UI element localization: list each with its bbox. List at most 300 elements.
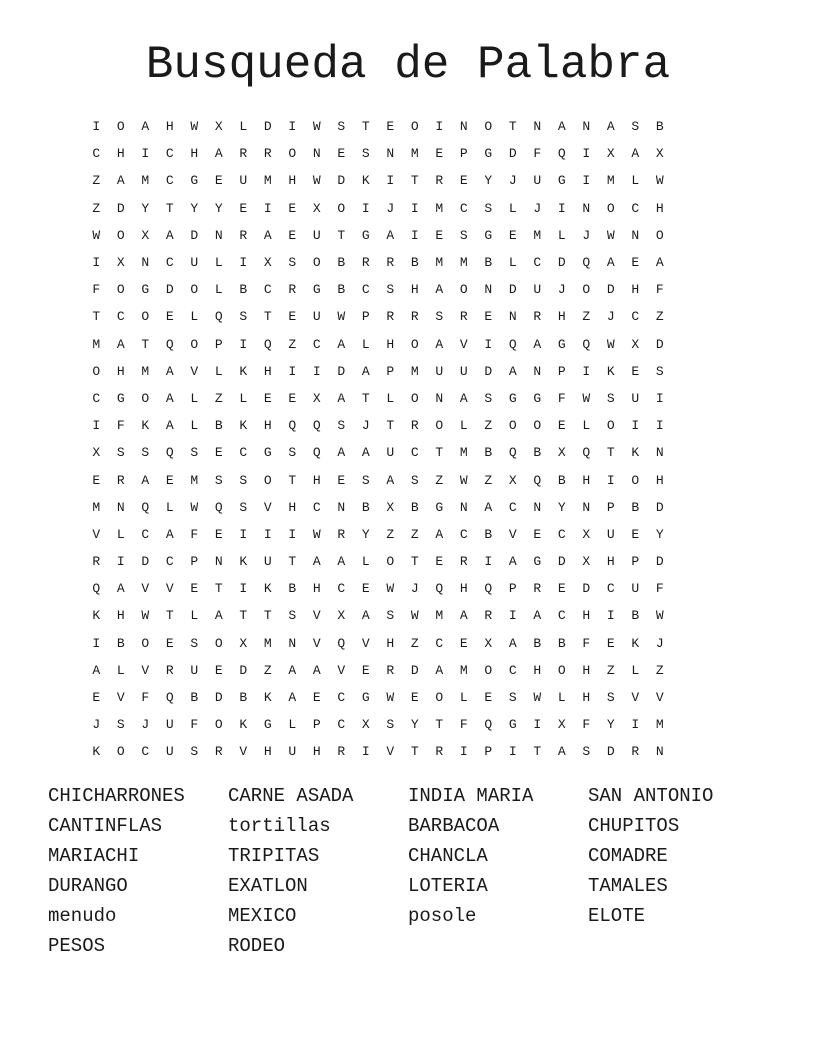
grid-letter[interactable]: B [484, 255, 493, 271]
grid-letter[interactable]: X [312, 200, 321, 216]
grid-letter[interactable]: G [263, 445, 272, 461]
grid-letter[interactable]: Y [655, 526, 664, 542]
grid-letter[interactable]: E [606, 635, 615, 651]
grid-letter[interactable]: G [361, 690, 370, 706]
grid-letter[interactable]: J [386, 200, 395, 216]
grid-letter[interactable]: I [435, 119, 444, 135]
grid-letter[interactable]: U [631, 581, 640, 597]
grid-letter[interactable]: O [141, 635, 150, 651]
grid-letter[interactable]: Q [288, 418, 297, 434]
grid-letter[interactable]: A [435, 526, 444, 542]
grid-letter[interactable]: T [263, 309, 272, 325]
grid-letter[interactable]: Q [582, 255, 591, 271]
grid-letter[interactable]: Z [582, 309, 591, 325]
grid-letter[interactable]: Z [386, 526, 395, 542]
grid-letter[interactable]: P [508, 581, 517, 597]
grid-letter[interactable]: A [386, 227, 395, 243]
grid-letter[interactable]: W [190, 119, 199, 135]
grid-letter[interactable]: X [557, 445, 566, 461]
grid-letter[interactable]: A [508, 635, 517, 651]
grid-letter[interactable]: N [533, 499, 542, 515]
grid-letter[interactable]: Z [288, 336, 297, 352]
grid-letter[interactable]: L [459, 418, 468, 434]
grid-letter[interactable]: E [435, 227, 444, 243]
grid-letter[interactable]: Q [141, 499, 150, 515]
grid-letter[interactable]: C [533, 255, 542, 271]
grid-letter[interactable]: A [288, 690, 297, 706]
grid-letter[interactable]: R [386, 662, 395, 678]
grid-letter[interactable]: T [263, 608, 272, 624]
grid-letter[interactable]: E [190, 581, 199, 597]
grid-letter[interactable]: W [312, 119, 321, 135]
grid-letter[interactable]: I [582, 173, 591, 189]
grid-letter[interactable]: O [508, 418, 517, 434]
grid-letter[interactable]: H [606, 554, 615, 570]
grid-letter[interactable]: I [386, 173, 395, 189]
grid-letter[interactable]: E [337, 146, 346, 162]
grid-letter[interactable]: D [337, 173, 346, 189]
grid-letter[interactable]: Z [410, 526, 419, 542]
grid-letter[interactable]: L [190, 309, 199, 325]
grid-letter[interactable]: T [410, 554, 419, 570]
grid-letter[interactable]: A [606, 119, 615, 135]
grid-letter[interactable]: M [655, 717, 664, 733]
grid-letter[interactable]: X [655, 146, 664, 162]
grid-letter[interactable]: K [92, 608, 101, 624]
grid-letter[interactable]: Q [508, 336, 517, 352]
grid-letter[interactable]: C [116, 309, 125, 325]
grid-letter[interactable]: E [631, 363, 640, 379]
grid-letter[interactable]: Z [484, 472, 493, 488]
grid-letter[interactable]: J [606, 309, 615, 325]
grid-letter[interactable]: K [239, 363, 248, 379]
grid-letter[interactable]: A [165, 526, 174, 542]
grid-letter[interactable]: S [214, 472, 223, 488]
grid-letter[interactable]: S [116, 717, 125, 733]
grid-letter[interactable]: K [239, 554, 248, 570]
grid-letter[interactable]: H [557, 309, 566, 325]
grid-letter[interactable]: Y [484, 173, 493, 189]
grid-letter[interactable]: Q [165, 690, 174, 706]
grid-letter[interactable]: V [337, 662, 346, 678]
grid-letter[interactable]: C [239, 445, 248, 461]
grid-letter[interactable]: B [655, 119, 664, 135]
grid-letter[interactable]: J [582, 227, 591, 243]
grid-letter[interactable]: O [116, 744, 125, 760]
grid-letter[interactable]: P [631, 554, 640, 570]
grid-letter[interactable]: C [361, 282, 370, 298]
grid-letter[interactable]: B [288, 581, 297, 597]
grid-letter[interactable]: E [214, 445, 223, 461]
grid-letter[interactable]: J [141, 717, 150, 733]
grid-letter[interactable]: D [116, 200, 125, 216]
grid-letter[interactable]: M [410, 363, 419, 379]
grid-letter[interactable]: O [410, 390, 419, 406]
grid-letter[interactable]: H [263, 744, 272, 760]
grid-letter[interactable]: C [92, 146, 101, 162]
grid-letter[interactable]: I [239, 581, 248, 597]
grid-letter[interactable]: H [582, 662, 591, 678]
grid-letter[interactable]: L [116, 526, 125, 542]
grid-letter[interactable]: S [631, 119, 640, 135]
grid-letter[interactable]: Y [190, 200, 199, 216]
grid-letter[interactable]: P [459, 146, 468, 162]
grid-letter[interactable]: C [92, 390, 101, 406]
grid-letter[interactable]: D [263, 119, 272, 135]
grid-letter[interactable]: X [239, 635, 248, 651]
grid-letter[interactable]: S [288, 255, 297, 271]
grid-letter[interactable]: Q [312, 445, 321, 461]
grid-letter[interactable]: R [459, 554, 468, 570]
grid-letter[interactable]: L [116, 662, 125, 678]
grid-letter[interactable]: Y [141, 200, 150, 216]
grid-letter[interactable]: C [337, 581, 346, 597]
grid-letter[interactable]: V [386, 744, 395, 760]
grid-letter[interactable]: R [410, 418, 419, 434]
grid-letter[interactable]: S [288, 608, 297, 624]
grid-letter[interactable]: F [533, 146, 542, 162]
grid-letter[interactable]: W [410, 608, 419, 624]
grid-letter[interactable]: K [263, 581, 272, 597]
grid-letter[interactable]: G [263, 717, 272, 733]
grid-letter[interactable]: I [263, 526, 272, 542]
grid-letter[interactable]: B [557, 472, 566, 488]
grid-letter[interactable]: Z [435, 472, 444, 488]
grid-letter[interactable]: H [582, 690, 591, 706]
grid-letter[interactable]: H [410, 282, 419, 298]
grid-letter[interactable]: S [190, 445, 199, 461]
grid-letter[interactable]: Q [165, 336, 174, 352]
grid-letter[interactable]: G [484, 227, 493, 243]
grid-letter[interactable]: M [533, 227, 542, 243]
grid-letter[interactable]: T [239, 608, 248, 624]
grid-letter[interactable]: O [606, 418, 615, 434]
grid-letter[interactable]: E [312, 690, 321, 706]
grid-letter[interactable]: A [361, 608, 370, 624]
grid-letter[interactable]: U [288, 744, 297, 760]
grid-letter[interactable]: T [606, 445, 615, 461]
grid-letter[interactable]: L [214, 282, 223, 298]
grid-letter[interactable]: I [239, 336, 248, 352]
grid-letter[interactable]: A [337, 445, 346, 461]
grid-letter[interactable]: I [484, 554, 493, 570]
grid-letter[interactable]: W [92, 227, 101, 243]
grid-letter[interactable]: Z [92, 200, 101, 216]
grid-letter[interactable]: V [631, 690, 640, 706]
grid-letter[interactable]: H [116, 146, 125, 162]
grid-letter[interactable]: J [533, 200, 542, 216]
grid-letter[interactable]: O [190, 282, 199, 298]
grid-letter[interactable]: U [459, 363, 468, 379]
grid-letter[interactable]: U [631, 390, 640, 406]
grid-letter[interactable]: I [606, 608, 615, 624]
grid-letter[interactable]: P [606, 499, 615, 515]
grid-letter[interactable]: S [190, 744, 199, 760]
grid-letter[interactable]: R [92, 554, 101, 570]
grid-letter[interactable]: O [214, 717, 223, 733]
grid-letter[interactable]: X [606, 146, 615, 162]
grid-letter[interactable]: D [337, 363, 346, 379]
grid-letter[interactable]: R [533, 309, 542, 325]
grid-letter[interactable]: S [190, 635, 199, 651]
grid-letter[interactable]: V [459, 336, 468, 352]
grid-letter[interactable]: C [459, 526, 468, 542]
grid-letter[interactable]: R [386, 309, 395, 325]
grid-letter[interactable]: R [116, 472, 125, 488]
grid-letter[interactable]: C [435, 635, 444, 651]
grid-letter[interactable]: V [190, 363, 199, 379]
grid-letter[interactable]: W [606, 227, 615, 243]
grid-letter[interactable]: I [655, 390, 664, 406]
grid-letter[interactable]: D [508, 146, 517, 162]
grid-letter[interactable]: U [606, 526, 615, 542]
grid-letter[interactable]: E [214, 526, 223, 542]
grid-letter[interactable]: L [190, 608, 199, 624]
grid-letter[interactable]: W [141, 608, 150, 624]
grid-letter[interactable]: J [508, 173, 517, 189]
grid-letter[interactable]: A [141, 472, 150, 488]
grid-letter[interactable]: X [582, 554, 591, 570]
grid-letter[interactable]: L [214, 255, 223, 271]
grid-letter[interactable]: I [92, 635, 101, 651]
grid-letter[interactable]: X [312, 390, 321, 406]
grid-letter[interactable]: A [337, 554, 346, 570]
grid-letter[interactable]: H [582, 472, 591, 488]
grid-letter[interactable]: O [582, 282, 591, 298]
grid-letter[interactable]: O [410, 336, 419, 352]
grid-letter[interactable]: E [435, 554, 444, 570]
grid-letter[interactable]: L [582, 418, 591, 434]
grid-letter[interactable]: L [386, 390, 395, 406]
grid-letter[interactable]: Q [484, 581, 493, 597]
grid-letter[interactable]: B [116, 635, 125, 651]
grid-letter[interactable]: N [312, 146, 321, 162]
grid-letter[interactable]: R [484, 608, 493, 624]
grid-letter[interactable]: Z [606, 662, 615, 678]
grid-letter[interactable]: I [263, 200, 272, 216]
grid-letter[interactable]: Z [214, 390, 223, 406]
grid-letter[interactable]: V [165, 581, 174, 597]
grid-letter[interactable]: D [655, 554, 664, 570]
grid-letter[interactable]: O [484, 119, 493, 135]
grid-letter[interactable]: W [312, 526, 321, 542]
grid-letter[interactable]: N [655, 445, 664, 461]
grid-letter[interactable]: N [484, 282, 493, 298]
grid-letter[interactable]: M [410, 146, 419, 162]
grid-letter[interactable]: H [190, 146, 199, 162]
grid-letter[interactable]: C [459, 200, 468, 216]
grid-letter[interactable]: T [288, 554, 297, 570]
grid-letter[interactable]: U [312, 309, 321, 325]
grid-letter[interactable]: L [508, 255, 517, 271]
grid-letter[interactable]: P [361, 309, 370, 325]
grid-letter[interactable]: O [459, 282, 468, 298]
grid-letter[interactable]: A [533, 336, 542, 352]
grid-letter[interactable]: V [141, 581, 150, 597]
grid-letter[interactable]: E [361, 581, 370, 597]
grid-letter[interactable]: N [214, 227, 223, 243]
grid-letter[interactable]: L [214, 363, 223, 379]
grid-letter[interactable]: N [533, 119, 542, 135]
grid-letter[interactable]: A [165, 227, 174, 243]
grid-letter[interactable]: Y [361, 526, 370, 542]
grid-letter[interactable]: I [582, 146, 591, 162]
grid-letter[interactable]: U [435, 363, 444, 379]
grid-letter[interactable]: U [165, 744, 174, 760]
grid-letter[interactable]: A [165, 390, 174, 406]
grid-letter[interactable]: A [312, 662, 321, 678]
grid-letter[interactable]: S [386, 717, 395, 733]
grid-letter[interactable]: E [214, 173, 223, 189]
grid-letter[interactable]: X [116, 255, 125, 271]
grid-letter[interactable]: I [533, 717, 542, 733]
grid-letter[interactable]: O [386, 554, 395, 570]
grid-letter[interactable]: N [582, 119, 591, 135]
grid-letter[interactable]: A [263, 227, 272, 243]
grid-letter[interactable]: H [116, 608, 125, 624]
grid-letter[interactable]: E [410, 690, 419, 706]
grid-letter[interactable]: E [288, 227, 297, 243]
grid-letter[interactable]: Q [92, 581, 101, 597]
grid-letter[interactable]: Q [582, 336, 591, 352]
grid-letter[interactable]: B [410, 499, 419, 515]
grid-letter[interactable]: A [116, 581, 125, 597]
grid-letter[interactable]: T [288, 472, 297, 488]
grid-letter[interactable]: H [312, 744, 321, 760]
grid-letter[interactable]: H [312, 581, 321, 597]
grid-letter[interactable]: T [435, 445, 444, 461]
grid-letter[interactable]: V [508, 526, 517, 542]
grid-letter[interactable]: Q [484, 717, 493, 733]
grid-letter[interactable]: E [484, 690, 493, 706]
grid-letter[interactable]: H [263, 418, 272, 434]
grid-letter[interactable]: O [435, 690, 444, 706]
grid-letter[interactable]: T [508, 119, 517, 135]
grid-letter[interactable]: Z [655, 662, 664, 678]
grid-letter[interactable]: X [386, 499, 395, 515]
grid-letter[interactable]: R [165, 662, 174, 678]
grid-letter[interactable]: I [582, 363, 591, 379]
grid-letter[interactable]: N [214, 554, 223, 570]
grid-letter[interactable]: R [459, 309, 468, 325]
grid-letter[interactable]: K [92, 744, 101, 760]
grid-letter[interactable]: V [92, 526, 101, 542]
grid-letter[interactable]: Q [508, 445, 517, 461]
grid-letter[interactable]: B [190, 690, 199, 706]
grid-letter[interactable]: V [361, 635, 370, 651]
grid-letter[interactable]: L [631, 173, 640, 189]
grid-letter[interactable]: H [116, 363, 125, 379]
grid-letter[interactable]: R [288, 282, 297, 298]
grid-letter[interactable]: W [459, 472, 468, 488]
grid-letter[interactable]: R [263, 146, 272, 162]
grid-letter[interactable]: R [214, 744, 223, 760]
grid-letter[interactable]: U [533, 282, 542, 298]
grid-letter[interactable]: G [312, 282, 321, 298]
grid-letter[interactable]: A [165, 418, 174, 434]
grid-letter[interactable]: A [508, 363, 517, 379]
grid-letter[interactable]: W [533, 690, 542, 706]
grid-letter[interactable]: S [459, 227, 468, 243]
grid-letter[interactable]: G [557, 173, 566, 189]
grid-letter[interactable]: K [141, 418, 150, 434]
grid-letter[interactable]: T [386, 418, 395, 434]
grid-letter[interactable]: V [312, 635, 321, 651]
grid-letter[interactable]: X [141, 227, 150, 243]
grid-letter[interactable]: O [410, 119, 419, 135]
grid-letter[interactable]: T [361, 119, 370, 135]
grid-letter[interactable]: H [386, 635, 395, 651]
grid-letter[interactable]: A [557, 744, 566, 760]
grid-letter[interactable]: F [655, 581, 664, 597]
grid-letter[interactable]: D [606, 744, 615, 760]
grid-letter[interactable]: S [508, 690, 517, 706]
grid-letter[interactable]: T [214, 581, 223, 597]
grid-letter[interactable]: S [582, 744, 591, 760]
grid-letter[interactable]: V [116, 690, 125, 706]
grid-letter[interactable]: A [337, 336, 346, 352]
grid-letter[interactable]: I [92, 119, 101, 135]
grid-letter[interactable]: M [92, 336, 101, 352]
grid-letter[interactable]: L [459, 690, 468, 706]
grid-letter[interactable]: S [386, 282, 395, 298]
grid-letter[interactable]: X [484, 635, 493, 651]
grid-letter[interactable]: D [557, 255, 566, 271]
grid-letter[interactable]: K [631, 635, 640, 651]
grid-letter[interactable]: V [655, 690, 664, 706]
grid-letter[interactable]: T [410, 744, 419, 760]
grid-letter[interactable]: C [165, 554, 174, 570]
grid-letter[interactable]: X [631, 336, 640, 352]
grid-letter[interactable]: S [337, 119, 346, 135]
grid-letter[interactable]: O [116, 119, 125, 135]
grid-letter[interactable]: B [337, 282, 346, 298]
grid-letter[interactable]: C [337, 690, 346, 706]
grid-letter[interactable]: V [141, 662, 150, 678]
grid-letter[interactable]: B [410, 255, 419, 271]
grid-letter[interactable]: Y [606, 717, 615, 733]
grid-letter[interactable]: M [141, 363, 150, 379]
grid-letter[interactable]: F [582, 717, 591, 733]
grid-letter[interactable]: D [410, 662, 419, 678]
grid-letter[interactable]: F [655, 282, 664, 298]
grid-letter[interactable]: W [655, 173, 664, 189]
grid-letter[interactable]: I [631, 717, 640, 733]
grid-letter[interactable]: M [92, 499, 101, 515]
grid-letter[interactable]: B [631, 499, 640, 515]
grid-letter[interactable]: A [631, 146, 640, 162]
grid-letter[interactable]: B [484, 526, 493, 542]
grid-letter[interactable]: P [312, 717, 321, 733]
grid-letter[interactable]: X [557, 717, 566, 733]
grid-letter[interactable]: D [214, 690, 223, 706]
grid-letter[interactable]: E [631, 526, 640, 542]
grid-letter[interactable]: I [631, 418, 640, 434]
grid-letter[interactable]: H [165, 119, 174, 135]
grid-letter[interactable]: O [190, 336, 199, 352]
grid-letter[interactable]: R [410, 309, 419, 325]
grid-letter[interactable]: S [361, 472, 370, 488]
grid-letter[interactable]: A [435, 282, 444, 298]
grid-letter[interactable]: J [410, 581, 419, 597]
grid-letter[interactable]: S [386, 608, 395, 624]
grid-letter[interactable]: F [557, 390, 566, 406]
grid-letter[interactable]: M [459, 445, 468, 461]
grid-letter[interactable]: B [631, 608, 640, 624]
grid-letter[interactable]: C [508, 662, 517, 678]
grid-letter[interactable]: O [141, 390, 150, 406]
grid-letter[interactable]: O [435, 418, 444, 434]
